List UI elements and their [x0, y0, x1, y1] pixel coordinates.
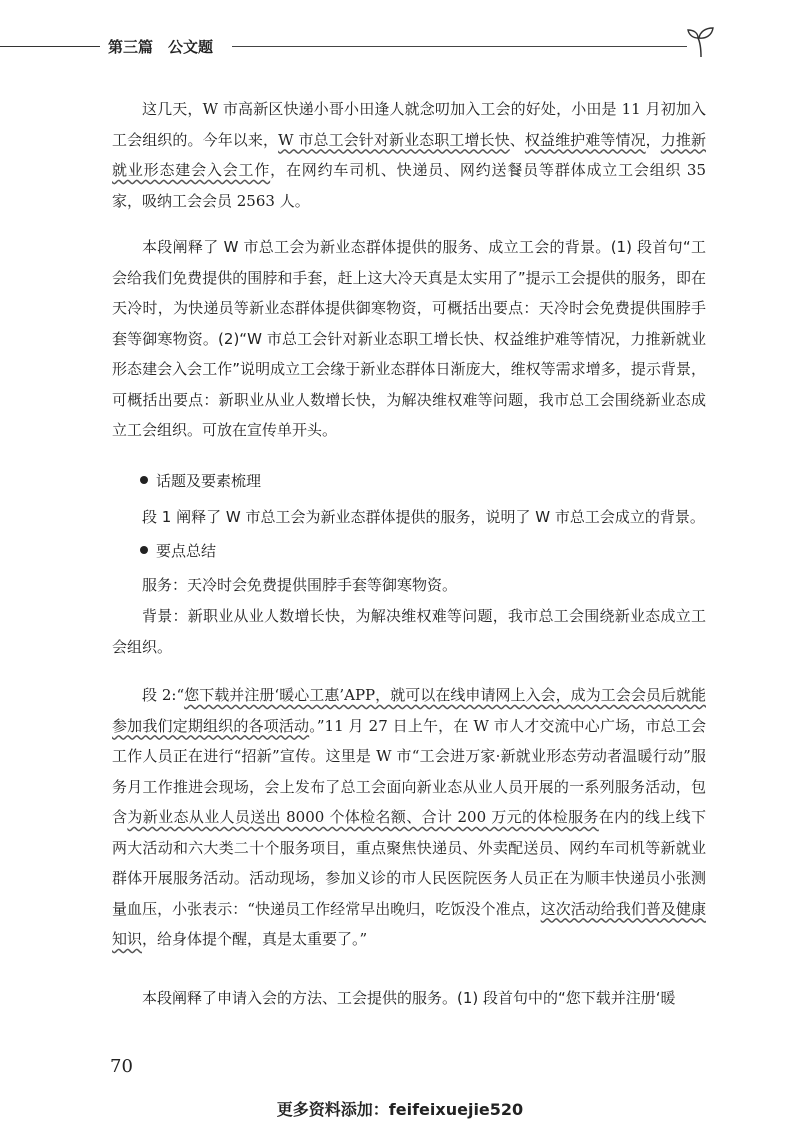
- underlined-phrase: 这次活动给我们普及健康知识: [112, 899, 706, 948]
- underlined-phrase: 您下载并注册‘暖心工惠’APP，就可以在线申请网上入会，成为工会会员后就能参加我们定期组织的各项活动: [112, 686, 706, 735]
- header-rule-left: [0, 46, 100, 47]
- summary-heading: [140, 536, 700, 566]
- paragraph-2-text: ，给身体提个醒，真是太重要了。”: [142, 930, 368, 948]
- paragraph-1: [112, 94, 706, 216]
- summary-background: 背景：新职业从业人数增长快，为解决维权难等问题，我市总工会围绕新业态成立工会组织。: [112, 607, 706, 656]
- underlined-phrase: 为新业态从业人员送出 8000 个体检名额、合计 200 万元的体检服务: [127, 808, 599, 826]
- underlined-phrase: 权益维护难等情况: [524, 130, 646, 149]
- topic-heading: [140, 466, 700, 496]
- header-rule-right: [232, 46, 687, 47]
- underlined-phrase: 力推新就业形态建会入会工作: [112, 130, 706, 179]
- page-number: 70: [110, 1056, 133, 1077]
- paragraph-1-text: 这几天，W 市高新区快递小哥小田逢人就念叨加入工会的好处，小田是 11 月初加入工会组织的。今年以来，: [112, 100, 706, 149]
- chapter-title: 第三篇 公文题: [108, 38, 214, 56]
- bullet-dot-icon: [140, 546, 148, 554]
- paragraph-1-text: 、: [509, 130, 525, 149]
- paragraph-2-text: 。”11 月 27 日上午，在 W 市人才交流中心广场，市总工会工作人员正在进行“招新”宣传。这里是 W 市“工会进万家·新就业形态劳动者温暖行动”服务月工作推进会现场，会上发布了总工会面向新业态从业人员开展的一系列服务活动，包含: [112, 716, 706, 826]
- analysis-paragraph-1: 本段阐释了 W 市总工会为新业态群体提供的服务、成立工会的背景。(1) 段首句“工会给我们免费提供的围脖和手套，赶上这大冷天真是太实用了”提示工会提供的服务，即在天冷时，为快递员等新业态群体提供御寒物资，可概括出要点：天冷时会免费提供围脖手套等御寒物资。(2)“W 市总工会针对新业态职工增长快、权益维护难等情况，力推新就业形态建会入会工作”说明成立工会缘于新业态群体日渐庞大，维权等需求增多，提示背景，可概括出要点：新职业从业人数增长快，为解决维权难等问题，我市总工会围绕新业态成立工会组织。可放在宣传单开头。: [112, 238, 706, 439]
- footer-note: 更多资料添加：feifeixuejie520: [276, 1100, 524, 1119]
- bullet-dot-icon: [140, 476, 148, 484]
- sprout-icon: [686, 26, 716, 58]
- summary-service: 服务：天冷时会免费提供围脖手套等御寒物资。: [142, 576, 458, 594]
- paragraph-2-text: 段 2:“: [142, 686, 185, 704]
- topic-heading-label: 话题及要素梳理: [156, 472, 262, 490]
- paragraph-2-text: 在内的线上线下两大活动和六大类二十个服务项目，重点聚焦快递员、外卖配送员、网约车司机等新就业群体开展服务活动。活动现场，参加义诊的市人民医院医务人员正在为顺丰快递员小张测量血压，小张表示：“快递员工作经常早出晚归，吃饭没个准点，: [112, 808, 706, 918]
- summary-heading-label: 要点总结: [156, 542, 217, 560]
- underlined-phrase: W 市总工会针对新业态职工增长快: [278, 130, 510, 149]
- page-header: [0, 36, 800, 60]
- analysis-paragraph-2: 本段阐释了申请入会的方法、工会提供的服务。(1) 段首句中的“您下载并注册‘暖: [142, 989, 676, 1007]
- paragraph-1-text: ，: [645, 130, 661, 149]
- topic-text: 段 1 阐释了 W 市总工会为新业态群体提供的服务，说明了 W 市总工会成立的背景。: [142, 508, 705, 526]
- paragraph-2: [112, 680, 706, 955]
- paragraph-1-text: ，在网约车司机、快递员、网约送餐员等群体成立工会组织 35 家，吸纳工会会员 2563 人。: [112, 161, 706, 210]
